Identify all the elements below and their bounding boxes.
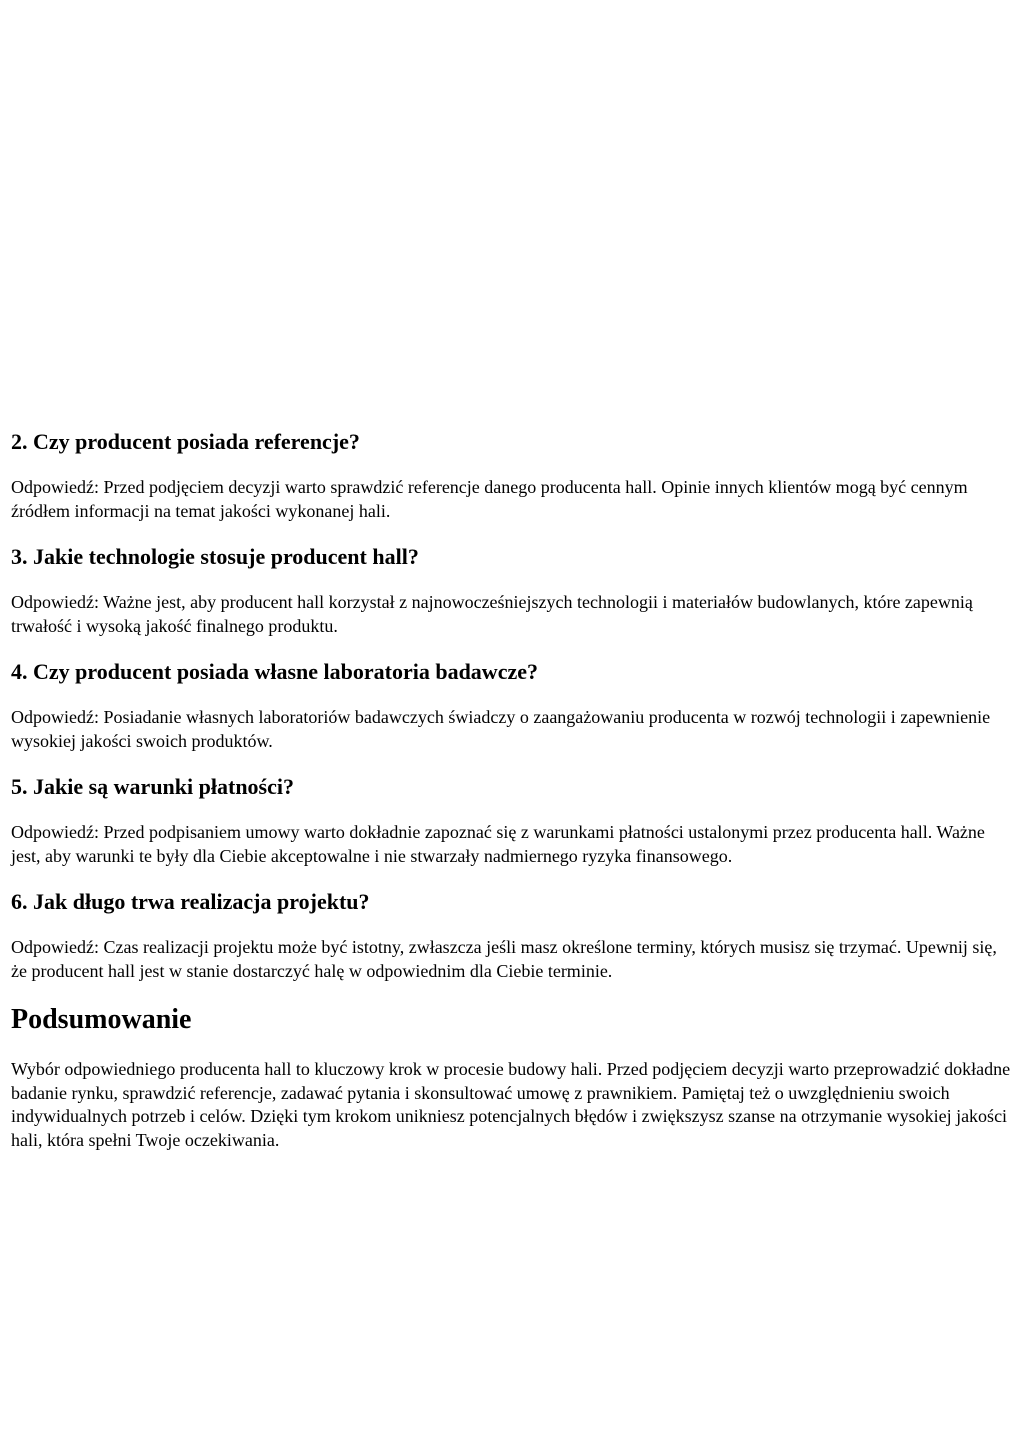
faq-item: [11, 657, 1016, 753]
summary-text: Wybór odpowiedniego producenta hall to kluczowy krok w procesie budowy hali. Przed podjęciem decyzji warto przeprowadzić dokładne badanie rynku, sprawdzić referencje, zadawać pytania i skonsultować umowę z prawnikiem. Pamiętaj też o uwzględnieniu swoich indywidualnych potrzeb i celów. Dzięki tym krokom unikniesz potencjalnych błędów i zwiększysz szanse na otrzymanie wysokiej jakości hali, która spełni Twoje oczekiwania.: [11, 1059, 1011, 1150]
faq-item: [11, 427, 1016, 523]
summary-title: Podsumowanie: [11, 1004, 192, 1035]
article-content: [11, 427, 1016, 1152]
faq-item: [11, 772, 1016, 868]
faq-answer: Odpowiedź: Czas realizacji projektu może być istotny, zwłaszcza jeśli masz określone terminy, których musisz się trzymać. Upewnij się, że producent hall jest w stanie dostarczyć halę w odpowiednim dla Ciebie terminie.: [11, 937, 997, 981]
faq-question: 4. Czy producent posiada własne laboratoria badawcze?: [11, 659, 538, 684]
faq-item: [11, 542, 1016, 638]
faq-item: [11, 887, 1016, 983]
faq-question: 3. Jakie technologie stosuje producent hall?: [11, 544, 419, 569]
faq-answer: Odpowiedź: Przed podpisaniem umowy warto dokładnie zapoznać się z warunkami płatności ustalonymi przez producenta hall. Ważne jest, aby warunki te były dla Ciebie akceptowalne i nie stwarzały nadmiernego ryzyka finansowego.: [11, 822, 985, 866]
faq-answer: Odpowiedź: Przed podjęciem decyzji warto sprawdzić referencje danego producenta hall. Opinie innych klientów mogą być cennym źródłem informacji na temat jakości wykonanej hali.: [11, 477, 968, 521]
faq-answer: Odpowiedź: Ważne jest, aby producent hall korzystał z najnowocześniejszych technologii i materiałów budowlanych, które zapewnią trwałość i wysoką jakość finalnego produktu.: [11, 592, 973, 636]
faq-question: 2. Czy producent posiada referencje?: [11, 429, 360, 454]
faq-question: 6. Jak długo trwa realizacja projektu?: [11, 889, 370, 914]
faq-answer: Odpowiedź: Posiadanie własnych laboratoriów badawczych świadczy o zaangażowaniu producenta w rozwój technologii i zapewnienie wysokiej jakości swoich produktów.: [11, 707, 991, 751]
faq-question: 5. Jakie są warunki płatności?: [11, 774, 294, 799]
